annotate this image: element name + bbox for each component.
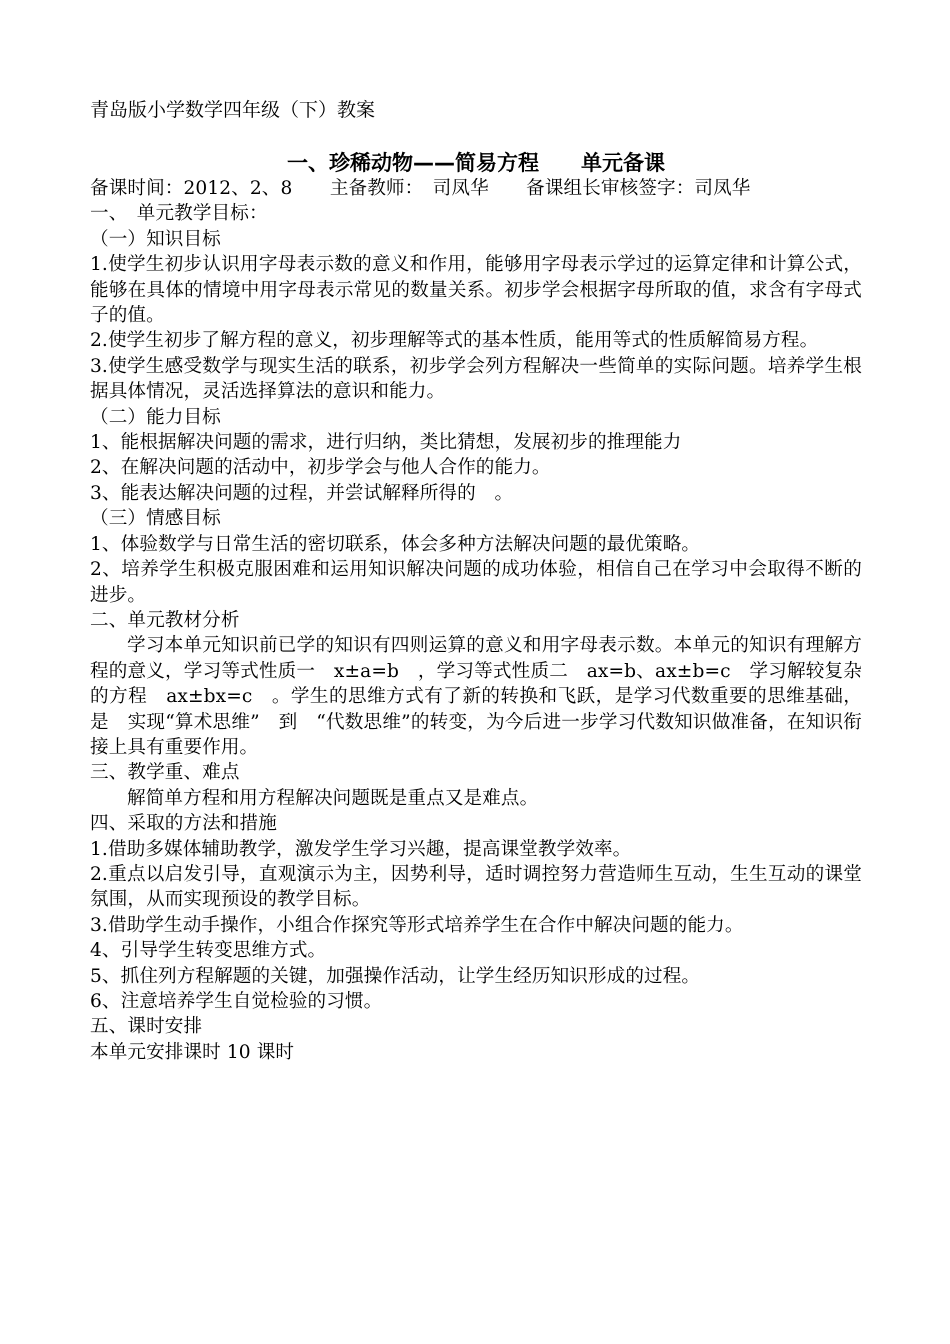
material-analysis-paragraph: 学习本单元知识前已学的知识有四则运算的意义和用字母表示数。本单元的知识有理解方程的意义，学习等式性质一 x±a=b ，学习等式性质二 ax=b、ax±b=c 学习解较复杂的方程 ax±bx=c 。学生的思维方式有了新的转换和飞跃，是学习代数重要的思维基础，是 实现“算术思维” 到 “代数思维”的转变，为今后进一步学习代数知识做准备，在知识衔接上具有重要作用。	[90, 635, 862, 758]
emotion-goal-2: 2、培养学生积极克服困难和运用知识解决问题的成功体验，相信自己在学习中会取得不断的进步。	[90, 559, 862, 606]
ability-goal-1: 1、能根据解决问题的需求，进行归纳，类比猜想，发展初步的推理能力	[90, 432, 682, 454]
section-1-heading: 一、 单元教学目标：	[90, 203, 268, 225]
knowledge-goal-3: 3.使学生感受数学与现实生活的联系，初步学会列方程解决一些简单的实际问题。培养学生根据具体情况，灵活选择算法的意识和能力。	[90, 355, 862, 403]
document-title: 一、珍稀动物——简易方程 单元备课	[287, 151, 665, 175]
section-1b-heading: （二）能力目标	[90, 406, 221, 428]
section-5-heading: 五、课时安排	[90, 1016, 203, 1038]
document-header: 青岛版小学数学四年级（下）教案	[90, 99, 376, 121]
method-6: 6、注意培养学生自觉检验的习惯。	[90, 991, 383, 1012]
section-4-heading: 四、采取的方法和措施	[90, 813, 277, 835]
section-2-heading: 二、单元教材分析	[90, 609, 240, 631]
section-3-heading: 三、教学重、难点	[90, 762, 240, 784]
lesson-plan-page	[90, 96, 862, 1065]
class-hours-line: 本单元安排课时 10 课时	[90, 1041, 295, 1063]
method-2: 2.重点以启发引导，直观演示为主，因势利导，适时调控努力营造师生互动，生生互动的课堂氛围，从而实现预设的教学目标。	[90, 863, 862, 911]
method-1: 1.借助多媒体辅助教学，激发学生学习兴趣，提高课堂教学效率。	[90, 838, 632, 860]
knowledge-goal-1: 1.使学生初步认识用字母表示数的意义和作用，能够用字母表示学过的运算定律和计算公式，能够在具体的情境中用字母表示常见的数量关系。初步学会根据字母所取的值，求含有字母式子的值。	[90, 254, 862, 327]
method-3: 3.借助学生动手操作，小组合作探究等形式培养学生在合作中解决问题的能力。	[90, 914, 744, 936]
ability-goal-3: 3、能表达解决问题的过程，并尝试解释所得的 。	[90, 482, 514, 504]
section-1a-heading: （一）知识目标	[90, 228, 221, 250]
section-1c-heading: （三）情感目标	[90, 508, 221, 530]
method-4: 4、引导学生转变思维方式。	[90, 940, 327, 962]
emotion-goal-1: 1、体验数学与日常生活的密切联系，体会多种方法解决问题的最优策略。	[90, 533, 701, 555]
knowledge-goal-2: 2.使学生初步了解方程的意义，初步理解等式的基本性质，能用等式的性质解简易方程。	[90, 330, 819, 352]
key-points-paragraph: 解简单方程和用方程解决问题既是重点又是难点。	[127, 787, 539, 809]
ability-goal-2: 2、在解决问题的活动中，初步学会与他人合作的能力。	[90, 457, 551, 479]
method-5: 5、抓住列方程解题的关键，加强操作活动，让学生经历知识形成的过程。	[90, 965, 701, 987]
meta-line: 备课时间：2012、2、8 主备教师： 司凤华 备课组长审核签字：司凤华	[90, 178, 751, 199]
